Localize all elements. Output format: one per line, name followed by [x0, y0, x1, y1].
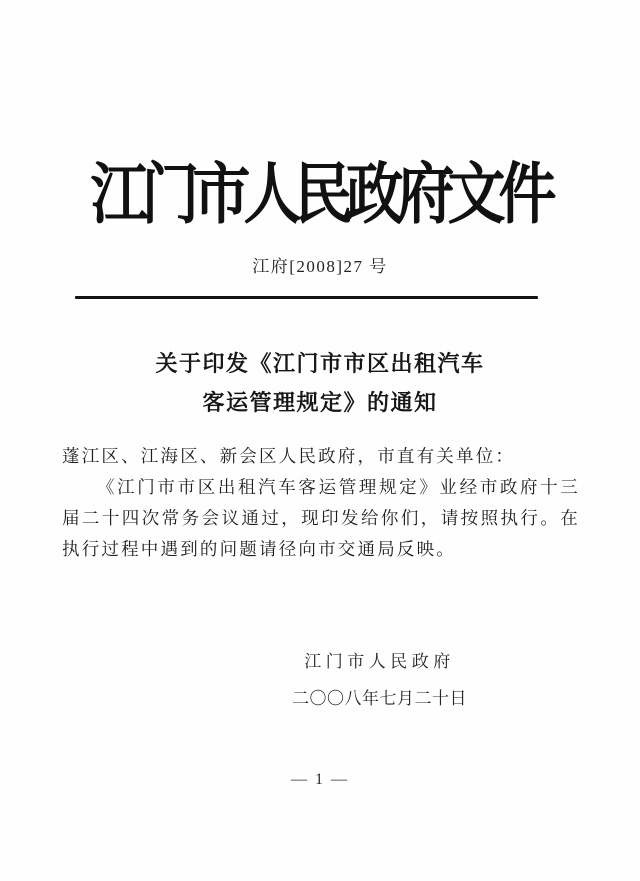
body-salutation: 蓬江区、江海区、新会区人民政府，市直有关单位： — [62, 446, 516, 466]
header-divider-rule — [75, 296, 538, 299]
document-body — [62, 441, 580, 565]
document-title-line-1: 关于印发《江门市市区出租汽车 — [155, 351, 485, 376]
document-header-title: 江门市人民政府文件 — [90, 157, 550, 232]
page-number: — 1 — — [291, 771, 349, 788]
document-title — [0, 344, 640, 422]
signature-date: 二〇〇八年七月二十日 — [292, 689, 467, 708]
body-paragraph: 《江门市市区出租汽车客运管理规定》业经市政府十三届二十四次常务会议通过，现印发给你们，请按照执行。在执行过程中遇到的问题请径向市交通局反映。 — [62, 477, 580, 559]
signature-issuer: 江门市人民政府 — [304, 652, 455, 671]
document-number: 江府[2008]27 号 — [252, 257, 388, 276]
document-title-line-2: 客运管理规定》的通知 — [202, 390, 438, 415]
signature-block — [292, 651, 467, 710]
